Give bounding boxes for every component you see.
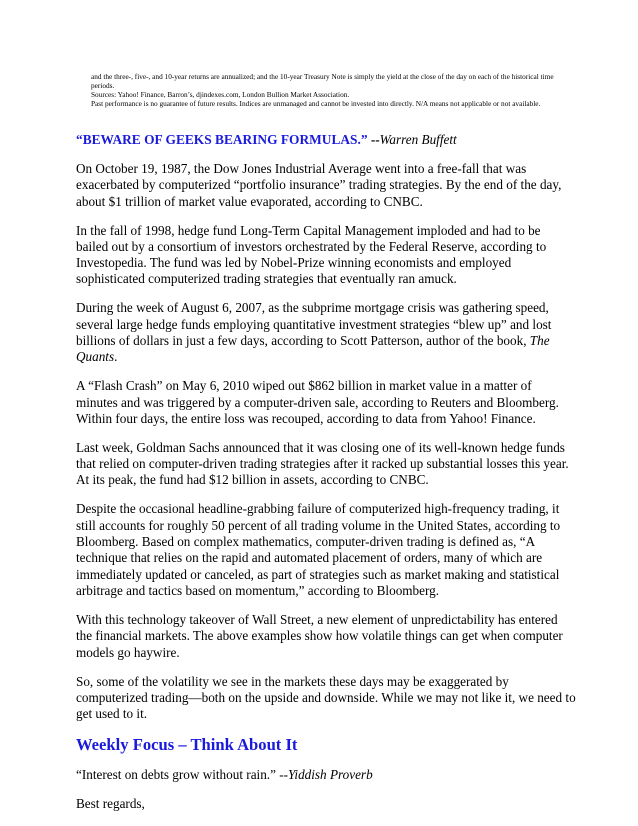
paragraph-2007-quants	[76, 300, 576, 365]
paragraph-volatility: So, some of the volatility we see in the markets these days may be exaggerated by computerized trading—both on the upside and downside. While we may not like it, we need to get used to it.	[76, 673, 576, 722]
quote-heading-text: “BEWARE OF GEEKS BEARING FORMULAS.”	[76, 132, 368, 147]
quote-heading	[76, 132, 576, 148]
book-title: The Quants	[76, 333, 550, 365]
paragraph-flash-crash: A “Flash Crash” on May 6, 2010 wiped out $862 billion in market value in a matter of minutes and was triggered by a computer-driven sale, according to Reuters and Bloomberg. Within four days, the entire loss was recouped, according to data from Yahoo! Finance.	[76, 378, 559, 426]
paragraph-2007-text: During the week of August 6, 2007, as the subprime mortgage crisis was gathering speed, several large hedge funds employing quantitative investment strategies “blew up” and lost billions of dollars in just a few days, according to Scott Patterson, author of the book,	[76, 300, 552, 349]
footnotes	[91, 72, 561, 108]
paragraph-2007-end: .	[114, 349, 118, 365]
weekly-focus-quote	[76, 767, 576, 783]
quote-heading-author: Warren Buffett	[379, 132, 457, 147]
quote-heading-dash: --	[367, 132, 380, 147]
paragraph-1987-crash: On October 19, 1987, the Dow Jones Industrial Average went into a free-fall that was exacerbated by computerized “portfolio insurance” trading strategies. By the end of the day, about $1 trillion of market value evaporated, according to CNBC.	[76, 160, 562, 209]
paragraph-hft: Despite the occasional headline-grabbing failure of computerized high-frequency trading, it still accounts for roughly 50 percent of all trading volume in the United States, according to Bloomberg. Based on complex mathematics, computer-driven trading is defined as, “A technique that relies on the rapid and automated placement of orders, many of which are immediately updated or canceled, as part of strategies such as market making and statistical arbitrage and tactics based on momentum,” according to Bloomberg.	[76, 501, 561, 598]
footnote-returns: and the three-, five-, and 10-year returns are annualized; and the 10-year Treasury Note is simply the yield at the close of the day on each of the historical time periods.	[91, 72, 554, 91]
weekly-focus-source: Yiddish Proverb	[288, 767, 373, 783]
weekly-focus-quote-text: “Interest on debts grow without rain.” --	[76, 767, 289, 783]
footnote-disclaimer: Past performance is no guarantee of future results. Indices are unmanaged and cannot be invested into directly. N/A means not applicable or not available.	[91, 99, 541, 109]
paragraph-ltcm: In the fall of 1998, hedge fund Long-Term Capital Management imploded and had to be bailed out by a consortium of investors orchestrated by the Federal Reserve, according to Investopedia. The fund was led by Nobel-Prize winning economists and employed sophisticated computerized trading strategies that eventually ran amuck.	[76, 222, 547, 287]
footnote-sources: Sources: Yahoo! Finance, Barron’s, djindexes.com, London Bullion Market Association.	[91, 90, 350, 100]
weekly-focus-heading: Weekly Focus – Think About It	[76, 735, 298, 755]
paragraph-takeover: With this technology takeover of Wall Street, a new element of unpredictability has entered the financial markets. The above examples show how volatile things can get when computer models go haywire.	[76, 611, 563, 660]
paragraph-goldman: Last week, Goldman Sachs announced that it was closing one of its well-known hedge funds that relied on computer-driven trading strategies after it racked up substantial losses this year. At its peak, the fund had $12 billion in assets, according to CNBC.	[76, 439, 569, 488]
closing: Best regards,	[76, 796, 145, 812]
article-body	[76, 132, 576, 825]
